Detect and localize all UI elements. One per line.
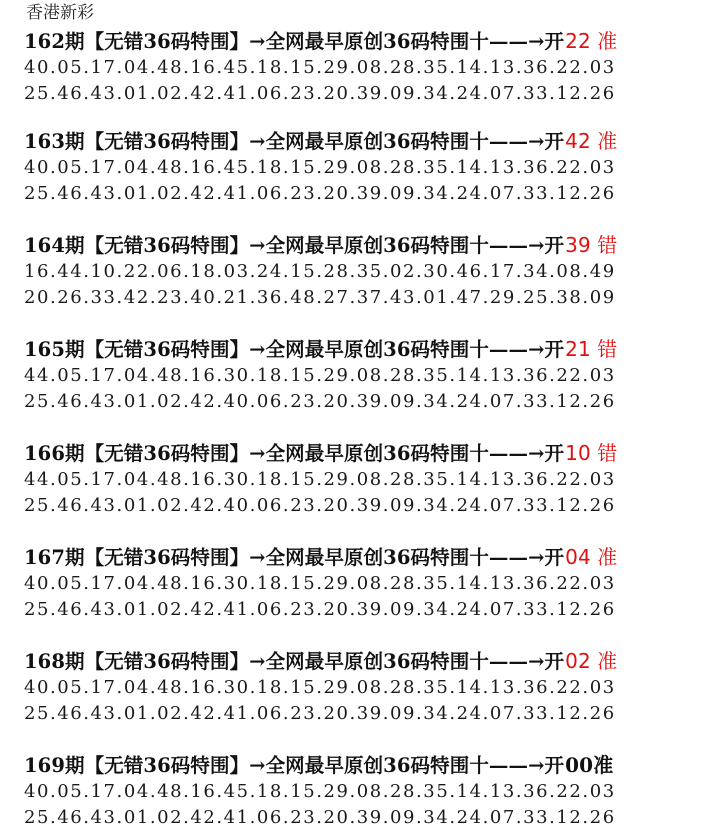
period-header [24,232,704,259]
number-row-1: 44.05.17.04.48.16.30.18.15.29.08.28.35.14.13.36.22.03 [24,469,616,490]
period-header [24,28,704,55]
period-header [24,440,704,467]
period-result: 10 错 [565,441,618,465]
site-title: 香港新彩 [26,3,94,23]
period-result: 22 准 [565,29,618,53]
number-row-2: 25.46.43.01.02.42.41.06.23.20.39.09.34.24.07.33.12.26 [24,703,616,724]
number-row-2: 25.46.43.01.02.42.41.06.23.20.39.09.34.24.07.33.12.26 [24,807,616,828]
period-header-text: 163期【无错36码特围】→全网最早原创36码特围十——→开 [24,130,565,153]
period-block-163 [24,128,704,207]
period-header-text: 169期【无错36码特围】→全网最早原创36码特围十——→开 [24,754,565,777]
period-header-text: 164期【无错36码特围】→全网最早原创36码特围十——→开 [24,234,565,257]
period-result: 21 错 [565,337,618,361]
number-row-2: 25.46.43.01.02.42.41.06.23.20.39.09.34.24.07.33.12.26 [24,599,616,620]
number-row-2: 25.46.43.01.02.42.40.06.23.20.39.09.34.24.07.33.12.26 [24,391,616,412]
number-row-1: 40.05.17.04.48.16.45.18.15.29.08.28.35.14.13.36.22.03 [24,57,616,78]
period-header-text: 165期【无错36码特围】→全网最早原创36码特围十——→开 [24,338,565,361]
period-header [24,648,704,675]
number-row-1: 40.05.17.04.48.16.45.18.15.29.08.28.35.14.13.36.22.03 [24,781,616,802]
period-header [24,336,704,363]
period-block-165 [24,336,704,415]
number-row-2: 25.46.43.01.02.42.41.06.23.20.39.09.34.24.07.33.12.26 [24,183,616,204]
number-row-1: 40.05.17.04.48.16.30.18.15.29.08.28.35.14.13.36.22.03 [24,677,616,698]
period-block-162 [24,28,704,107]
period-block-169 [24,752,704,831]
number-row-2: 25.46.43.01.02.42.40.06.23.20.39.09.34.24.07.33.12.26 [24,495,616,516]
number-row-2: 25.46.43.01.02.42.41.06.23.20.39.09.34.24.07.33.12.26 [24,83,616,104]
period-block-164 [24,232,704,311]
period-result: 42 准 [565,129,618,153]
period-header-text: 166期【无错36码特围】→全网最早原创36码特围十——→开 [24,442,565,465]
period-header [24,544,704,571]
period-header-text: 167期【无错36码特围】→全网最早原创36码特围十——→开 [24,546,565,569]
period-result: 39 错 [565,233,618,257]
period-header-text: 162期【无错36码特围】→全网最早原创36码特围十——→开 [24,30,565,53]
number-row-1: 44.05.17.04.48.16.30.18.15.29.08.28.35.14.13.36.22.03 [24,365,616,386]
period-block-168 [24,648,704,727]
period-result: 02 准 [565,649,618,673]
period-header [24,128,704,155]
period-block-167 [24,544,704,623]
period-header-text: 168期【无错36码特围】→全网最早原创36码特围十——→开 [24,650,565,673]
number-row-1: 16.44.10.22.06.18.03.24.15.28.35.02.30.46.17.34.08.49 [24,261,616,282]
period-block-166 [24,440,704,519]
period-result: 00准 [565,753,614,777]
period-header [24,752,704,779]
period-result: 04 准 [565,545,618,569]
number-row-1: 40.05.17.04.48.16.45.18.15.29.08.28.35.14.13.36.22.03 [24,157,616,178]
number-row-1: 40.05.17.04.48.16.30.18.15.29.08.28.35.14.13.36.22.03 [24,573,616,594]
number-row-2: 20.26.33.42.23.40.21.36.48.27.37.43.01.47.29.25.38.09 [24,287,616,308]
